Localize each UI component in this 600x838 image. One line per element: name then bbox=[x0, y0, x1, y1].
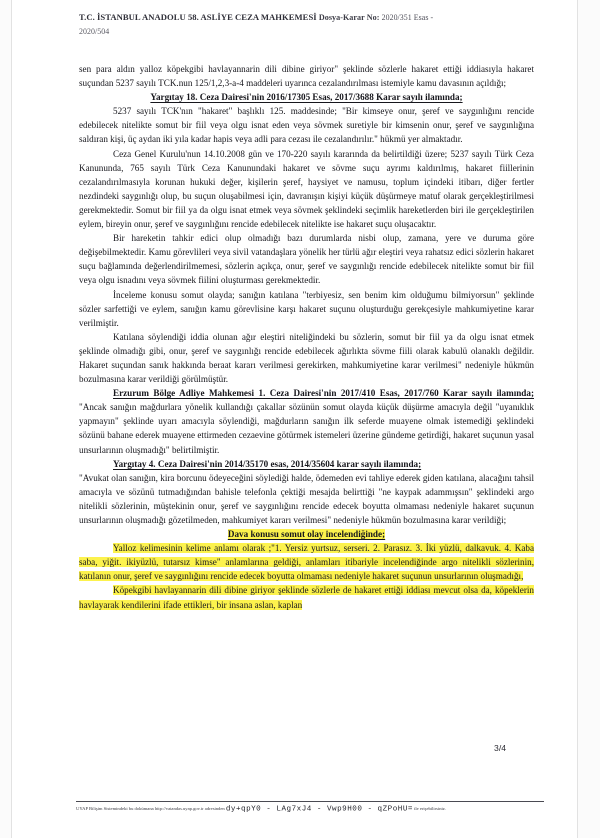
paragraph-tck-125: 5237 sayılı TCK'nın "hakaret" başlıklı 125. maddesinde; "Bir kimseye onur, şeref ve saygınlığını rencide edebilecek nitelikte somut bir fiil veya olgu isnat eden veya sövmek suretiyle bir kimsenin onur, şeref ve saygınlığına saldıran kişi, üç aydan iki yıla kadar hapis veya adli para cezası ile cezalandırılır." hükmü yer almaktadır. bbox=[79, 106, 534, 145]
paragraph-erzurum-bam bbox=[79, 386, 534, 456]
heading-yargitay-18: Yargıtay 18. Ceza Dairesi'nin 2016/17305 Esas, 2017/3688 Karar sayılı ilamında; bbox=[150, 92, 463, 103]
court-name: T.C. İSTANBUL ANADOLU 58. ASLİYE CEZA MAHKEMESİ bbox=[79, 12, 317, 22]
paragraph-yargitay-4-quote: "Avukat olan sanığın, kira borcunu ödeyeceğini söylediği halde, ödemeden evi tahliye ederek giden katılana, alacağını tahsil amacıyla ve sözünü tutmadığından bahisle telefonla çektiği mesajda belirttiği "ne kaypak adammışsın" şeklindeki argo nitelikli sözlerinin, müştekinin onur, şeref ve saygınlığını rencide edecek boyutta olmaması nedeniyle hakaret suçunun unsurlarının oluşmadığı gözetilmeden, mahkumiyet kararı verilmesi" nedeniyle hükmün bozulmasına karar verildiği; bbox=[79, 472, 534, 525]
highlight-kopekgibi: Köpekgibi havlayannarin dili dibine giriyor şeklinde sözlerle de hakaret ettiği iddiası mevcut olsa da, köpeklerin havlayarak kendilerini ifade ettikleri, bir insana aslan, kaplan bbox=[79, 585, 534, 610]
casefile-number-line2: 2020/504 bbox=[79, 26, 110, 36]
highlight-yalloz: Yalloz kelimesinin kelime anlamı olarak ;"1. Yersiz yurtsuz, serseri. 2. Parasız. 3. İki yüzlü, dalkavuk. 4. Kaba saba, yiğit. ikiyüzlü, tutarsız kimse" anlamlarına geldiği, anlamları itibariyle incelendiğinde argo nitelikli sözlerinin, katılanın onur, şeref ve saygınlığını rencide edecek boyutta olmaması nedeniyle hakaret suçunun unsurlarının oluşmadığı, bbox=[79, 543, 534, 582]
uyap-verification-code: dy+qpY0 - LAg7xJ4 - Vwp9H00 - qZPoHU= bbox=[225, 805, 413, 814]
page-number: 3/4 bbox=[494, 743, 506, 753]
casefile-number: 2020/351 Esas - bbox=[381, 13, 434, 22]
scanned-page-sheet bbox=[11, 0, 578, 838]
paragraph-yargitay-4 bbox=[79, 457, 534, 471]
heading-erzurum-bam: Erzurum Bölge Adliye Mahkemesi 1. Ceza Dairesi'nin 2017/410 Esas, 2017/760 Karar sayılı ilamında; bbox=[113, 388, 534, 399]
paragraph-tahkir-edici: Bir hareketin tahkir edici olup olmadığı bazı durumlarda nisbi olup, zamana, yere ve duruma göre değişebilmektedir. Kamu görevlileri veya sivil vatandaşlara yönelik her türlü ağır eleştiri veya rahatsız edici sözlerin hakaret suçu bağlamında değerlendirilmemesi, sözlerin açıkça, onur, şeref ve saygınlığı rencide edebilecek nitelikte somut bir fiil veya olgu isnadını veya sövmek fiilini oluşturması gerekmektedir. bbox=[79, 233, 534, 286]
heading-dava-konusu: Dava konusu somut olay incelendiğinde; bbox=[227, 529, 386, 540]
paragraph-ceza-genel-kurulu: Ceza Genel Kurulu'nun 14.10.2008 gün ve 170-220 sayılı kararında da belirtildiği üzere; 5237 sayılı Türk Ceza Kanununda, 765 sayılı Türk Ceza Kanunundaki hakaret ve sövme suçu ayrımı kaldırılmış, hakaret fiillerinin cezalandırılmasıyla korunan hukuki değer, kişilerin şeref, haysiyet ve namusu, toplum içindeki itibarı, diğer fertler nezdindeki saygınlığı olup, bu suçun oluşabilmesi için, davranışın kişiyi küçük düşürmeye matuf olarak gerçekleştirilmesi gerekmektedir. Somut bir fiil ya da olgu isnat etmek veya sövmek şeklindeki seçimlik hareketlerden biri ile gerçekleştirilen eylem, bireyin onur, şeref ve saygınlığını rencide edebilecek nitelikte ise hakaret suçu oluşacaktır. bbox=[79, 148, 534, 230]
footer-divider bbox=[76, 801, 544, 802]
paragraph-inceleme-konusu: İnceleme konusu somut olayda; sanığın katılana "terbiyesiz, sen benim kim olduğumu bilmiyorsun" şeklinde sözler sarfettiği ve eylem, sanığın kamu görevlisine karşı hakaret suçunu oluşturduğu gerekçesiyle mahkumiyetine karar verilmiştir. bbox=[79, 289, 534, 328]
uyap-footer-prefix: UYAP Bilişim Sistemindeki bu dokümana http://vatandas.uyap.gov.tr adresinden bbox=[76, 806, 226, 811]
paragraph-kopekgibi bbox=[79, 583, 534, 611]
heading-yargitay-4: Yargıtay 4. Ceza Dairesi'nin 2014/35170 esas, 2014/35604 karar sayılı ilamında; bbox=[113, 458, 422, 469]
paragraph-katilana-soylendigi: Katılana söylendiği iddia olunan ağır eleştiri niteliğindeki bu sözlerin, somut bir fiil ya da olgu isnat etmek şeklinde olmadığı gibi, onur, şeref ve saygınlığı rencide edebilecek ağırlıkta sövme fiili olarak kabulü olanaklı değildir. Hakaret suçundan sanık hakkında beraat kararı verilmesi gerekirken, mahkumiyetine karar verilmesi" nedeniyle hükmün bozulmasına karar verildiği görülmüştür. bbox=[79, 331, 534, 385]
uyap-footer-suffix: ile erişebilirsiniz. bbox=[412, 806, 446, 811]
erzurum-quote-text: "Ancak sanığın mağdurlara yönelik kullandığı çakallar sözünün somut olayda küçük düşürme amacıyla değil "uyanıklık yapmayın" şeklinde uyarı amacıyla söylendiği, mağdurların sanığın ilk seferde muayene olmak istemediği şeklindeki sözünü bahane ederek muayene ettirmeden cezaevine götürmek istemeleri üzerine gündeme getirdiği, hakaret suçunun yasal unsurlarının oluşmadığı" belirtilmiştir. bbox=[79, 402, 534, 455]
paragraph-yalloz-anlami bbox=[79, 541, 534, 583]
heading-dava-konusu-wrapper bbox=[79, 527, 534, 541]
paragraph-opening: sen para aldın yalloz köpekgibi havlayannarin dili dibine giriyor" şeklinde sözlerle hakaret ettiği iddiasıyla hakaret suçundan 5237 sayılı TCK.nun 125/1,2,3-a-4 maddeleri uyarınca cezalandırılması istemiyle kamu davasının açıldığı; bbox=[79, 64, 534, 89]
document-body bbox=[79, 62, 534, 612]
casefile-label: Dosya-Karar No: bbox=[318, 13, 380, 22]
uyap-footer bbox=[76, 804, 552, 815]
page-content-area bbox=[12, 0, 577, 838]
document-header bbox=[79, 11, 545, 38]
